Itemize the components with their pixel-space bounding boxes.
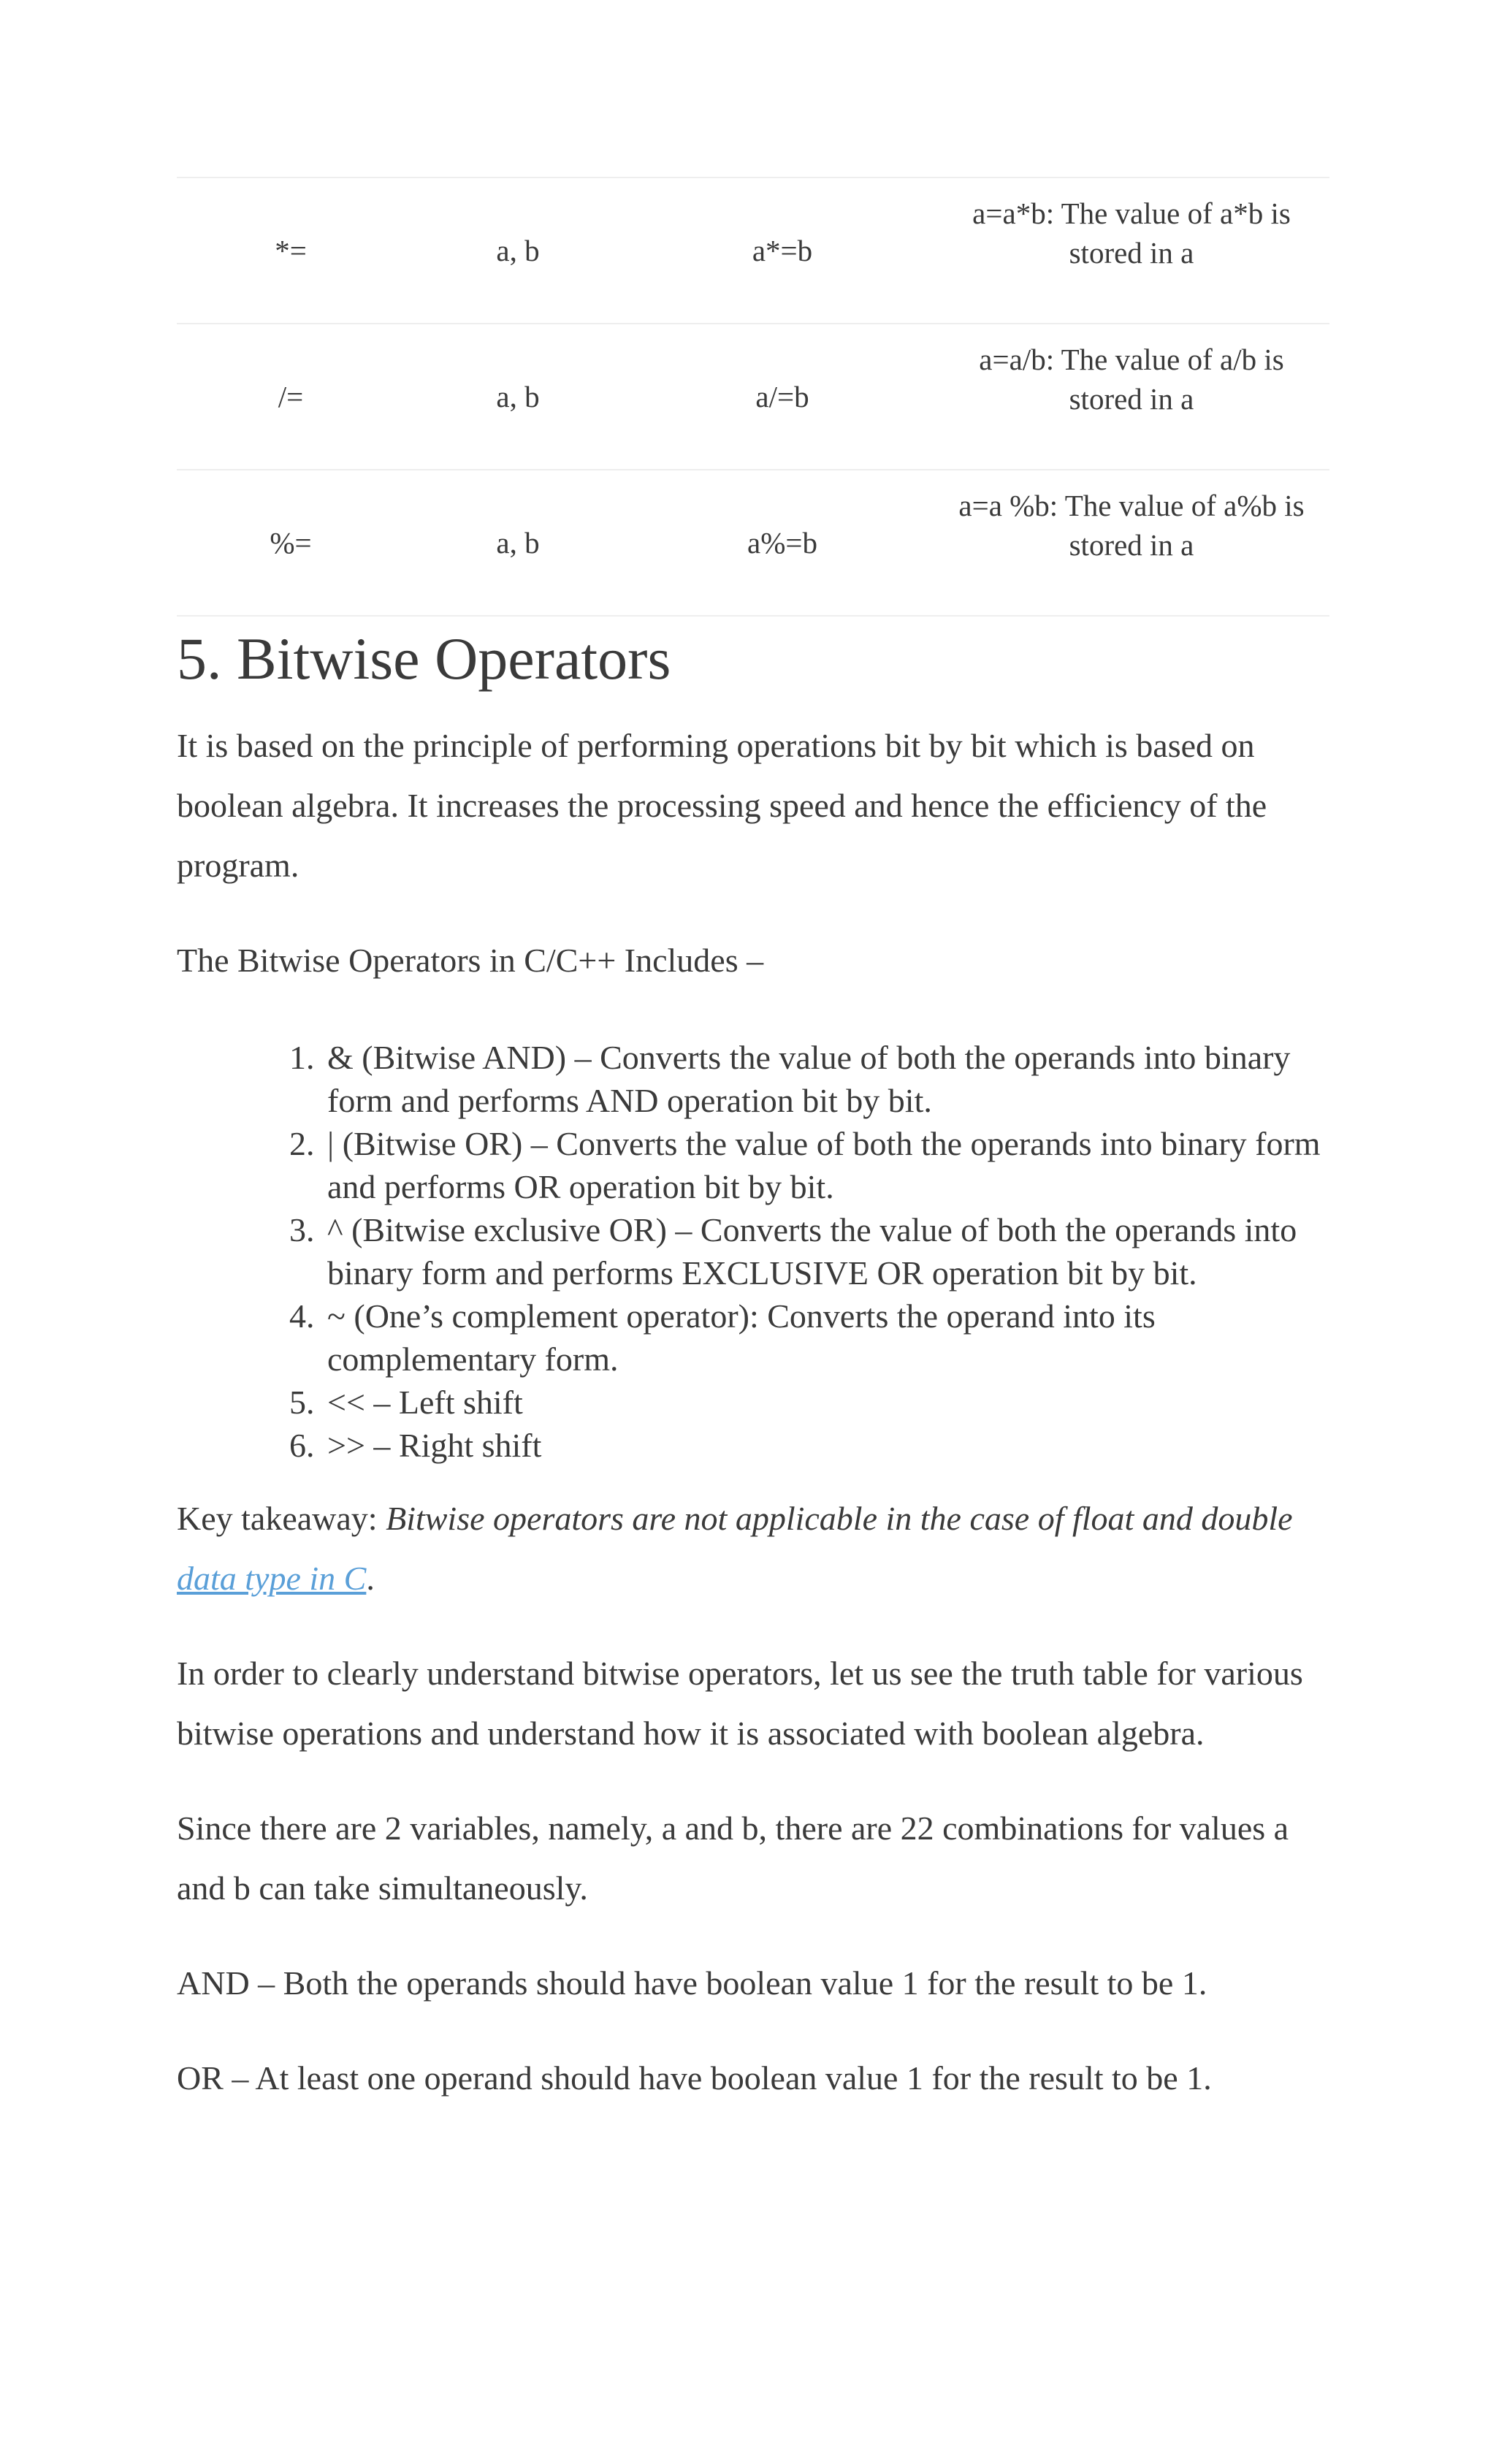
key-takeaway-paragraph — [177, 1489, 1329, 1609]
operands-cell: a, b — [405, 470, 631, 616]
or-rule-paragraph: OR – At least one operand should have boolean value 1 for the result to be 1. — [177, 2059, 1212, 2097]
list-item: 2. | (Bitwise OR) – Converts the value of both the operands into binary form and performs OR operation bit by bit. — [323, 1122, 1329, 1208]
list-item: 6. >> – Right shift — [323, 1424, 1329, 1467]
section-heading: 5. Bitwise Operators — [177, 625, 671, 692]
takeaway-label: Key takeaway: — [177, 1500, 386, 1537]
operator-cell: /= — [177, 324, 405, 470]
meaning-text: a=a %b: The value of a%b is stored in a — [958, 489, 1305, 562]
article-content — [177, 177, 1329, 2108]
truth-table-intro-paragraph: In order to clearly understand bitwise operators, let us see the truth table for various bitwise operations and understand how it is associated with boolean algebra. — [177, 1655, 1303, 1752]
list-item: 1. & (Bitwise AND) – Converts the value of both the operands into binary form and performs AND operation bit by bit. — [323, 1036, 1329, 1122]
example-cell: a%=b — [631, 470, 934, 616]
table-row — [177, 178, 1329, 324]
meaning-cell — [934, 470, 1329, 616]
meaning-text: a=a/b: The value of a/b is stored in a — [979, 343, 1284, 416]
operands-cell: a, b — [405, 324, 631, 470]
operator-cell: %= — [177, 470, 405, 616]
meaning-cell — [934, 178, 1329, 324]
list-item: 5. << – Left shift — [323, 1381, 1329, 1424]
table-row — [177, 470, 1329, 616]
operands-cell: a, b — [405, 178, 631, 324]
takeaway-end: . — [366, 1560, 375, 1597]
list-item: 4. ~ (One’s complement operator): Converts the operand into its complementary form. — [323, 1294, 1329, 1381]
combinations-paragraph: Since there are 2 variables, namely, a and b, there are 22 combinations for values a and b can take simultaneously. — [177, 1809, 1289, 1907]
and-rule-paragraph: AND – Both the operands should have boolean value 1 for the result to be 1. — [177, 1964, 1207, 2002]
data-type-link[interactable]: data type in C — [177, 1560, 367, 1597]
includes-paragraph: The Bitwise Operators in C/C++ Includes – — [177, 942, 764, 979]
example-cell: a*=b — [631, 178, 934, 324]
takeaway-text: Bitwise operators are not applicable in the case of float and double — [386, 1500, 1293, 1537]
example-cell: a/=b — [631, 324, 934, 470]
bitwise-operators-list — [177, 1036, 1329, 1467]
operator-cell: *= — [177, 178, 405, 324]
meaning-text: a=a*b: The value of a*b is stored in a — [972, 197, 1291, 270]
intro-paragraph: It is based on the principle of performing operations bit by bit which is based on boolean algebra. It increases the processing speed and hence the efficiency of the program. — [177, 727, 1267, 884]
list-item: 3. ^ (Bitwise exclusive OR) – Converts the value of both the operands into binary form and performs EXCLUSIVE OR operation bit by bit. — [323, 1208, 1329, 1294]
assignment-operators-table — [177, 177, 1329, 617]
table-row — [177, 324, 1329, 470]
meaning-cell — [934, 324, 1329, 470]
